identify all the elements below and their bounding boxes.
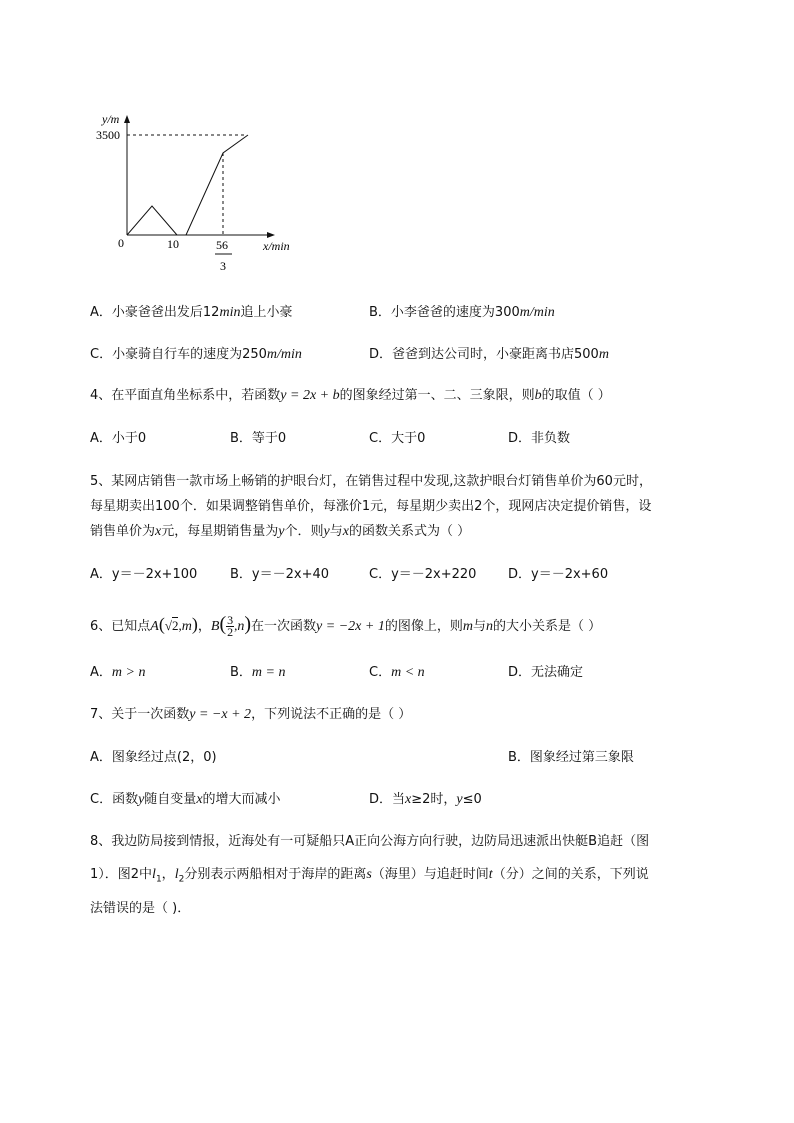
path-line-1 (127, 206, 177, 235)
q6-option-d[interactable]: D．无法确定 (508, 665, 584, 680)
x-tick-10: 10 (167, 237, 179, 251)
y-axis-label: y/m (102, 112, 120, 126)
question-5-line-2: 每星期卖出100个．如果调整销售单价，每涨价1元，每星期少卖出2个，现网店决定提价销售，设 (90, 499, 652, 514)
y-axis-arrow (124, 115, 130, 123)
question-8-line-2: 1）．图2中$l_1$，$l_2$分别表示两船相对于海岸的距离s（海里）与追赶时间t（分）之间的关系，下列说 (90, 867, 649, 885)
x-tick-frac-num: 56 (216, 238, 228, 252)
distance-time-graph (96, 105, 330, 285)
question-8-line-1: 8、我边防局接到情报，近海处有一可疑船只A正向公海方向行驶，边防局迅速派出快艇B追赶（图 (90, 834, 650, 849)
x-tick-frac-den: 3 (220, 259, 226, 273)
q6-option-a[interactable]: A．m > n (90, 665, 146, 680)
q4-option-d[interactable]: D．非负数 (508, 431, 571, 446)
question-4: 4、在平面直角坐标系中，若函数y = 2x + b的图象经过第一、二、三象限，则b的取值（ ） (90, 388, 611, 403)
q6-option-c[interactable]: C．m < n (369, 665, 425, 680)
path-line-2 (186, 135, 248, 235)
q7-option-d[interactable]: D．当x≥2时，y≤0 (369, 792, 482, 807)
q4-option-c[interactable]: C．大于0 (369, 431, 426, 446)
question-8-line-3: 法错误的是（ )． (90, 901, 191, 916)
origin-label: 0 (118, 236, 124, 250)
q3-option-d[interactable]: D．爸爸到达公司时，小豪距离书店500m (369, 347, 609, 362)
q5-option-b[interactable]: B．y＝－2x+40 (230, 567, 330, 582)
question-5-line-3: 销售单价为x元，每星期销售量为y个．则y与x的函数关系式为（ ） (90, 524, 471, 539)
q7-option-b[interactable]: B．图象经过第三象限 (508, 750, 634, 765)
q3-option-c[interactable]: C．小豪骑自行车的速度为250m/min (90, 347, 302, 362)
q5-option-d[interactable]: D．y＝－2x+60 (508, 567, 609, 582)
y-tick-3500: 3500 (96, 128, 120, 142)
question-6: 6、已知点A(√2,m)，B( $\frac{3}{2}$ ,n)在一次函数y = −2x + 1的图像上，则m与n的大小关系是（ ） (90, 613, 602, 639)
q7-option-a[interactable]: A．图象经过点(2，0) (90, 750, 217, 765)
q3-option-b[interactable]: B．小李爸爸的速度为300m/min (369, 305, 555, 320)
question-7: 7、关于一次函数y = −x + 2，下列说法不正确的是（ ） (90, 707, 412, 722)
x-axis-label: x/min (263, 239, 290, 253)
q3-option-a[interactable]: A．小豪爸爸出发后12min追上小豪 (90, 305, 293, 320)
q4-option-a[interactable]: A．小于0 (90, 431, 147, 446)
question-5-line-1: 5、某网店销售一款市场上畅销的护眼台灯，在销售过程中发现,这款护眼台灯销售单价为60元时， (90, 474, 652, 489)
q6-option-b[interactable]: B．m = n (230, 665, 286, 680)
q5-option-a[interactable]: A．y＝－2x+100 (90, 567, 198, 582)
x-axis-arrow (267, 232, 275, 238)
q7-option-c[interactable]: C．函数y随自变量x的增大而减小 (90, 792, 281, 807)
q5-option-c[interactable]: C．y＝－2x+220 (369, 567, 477, 582)
q4-option-b[interactable]: B．等于0 (230, 431, 287, 446)
